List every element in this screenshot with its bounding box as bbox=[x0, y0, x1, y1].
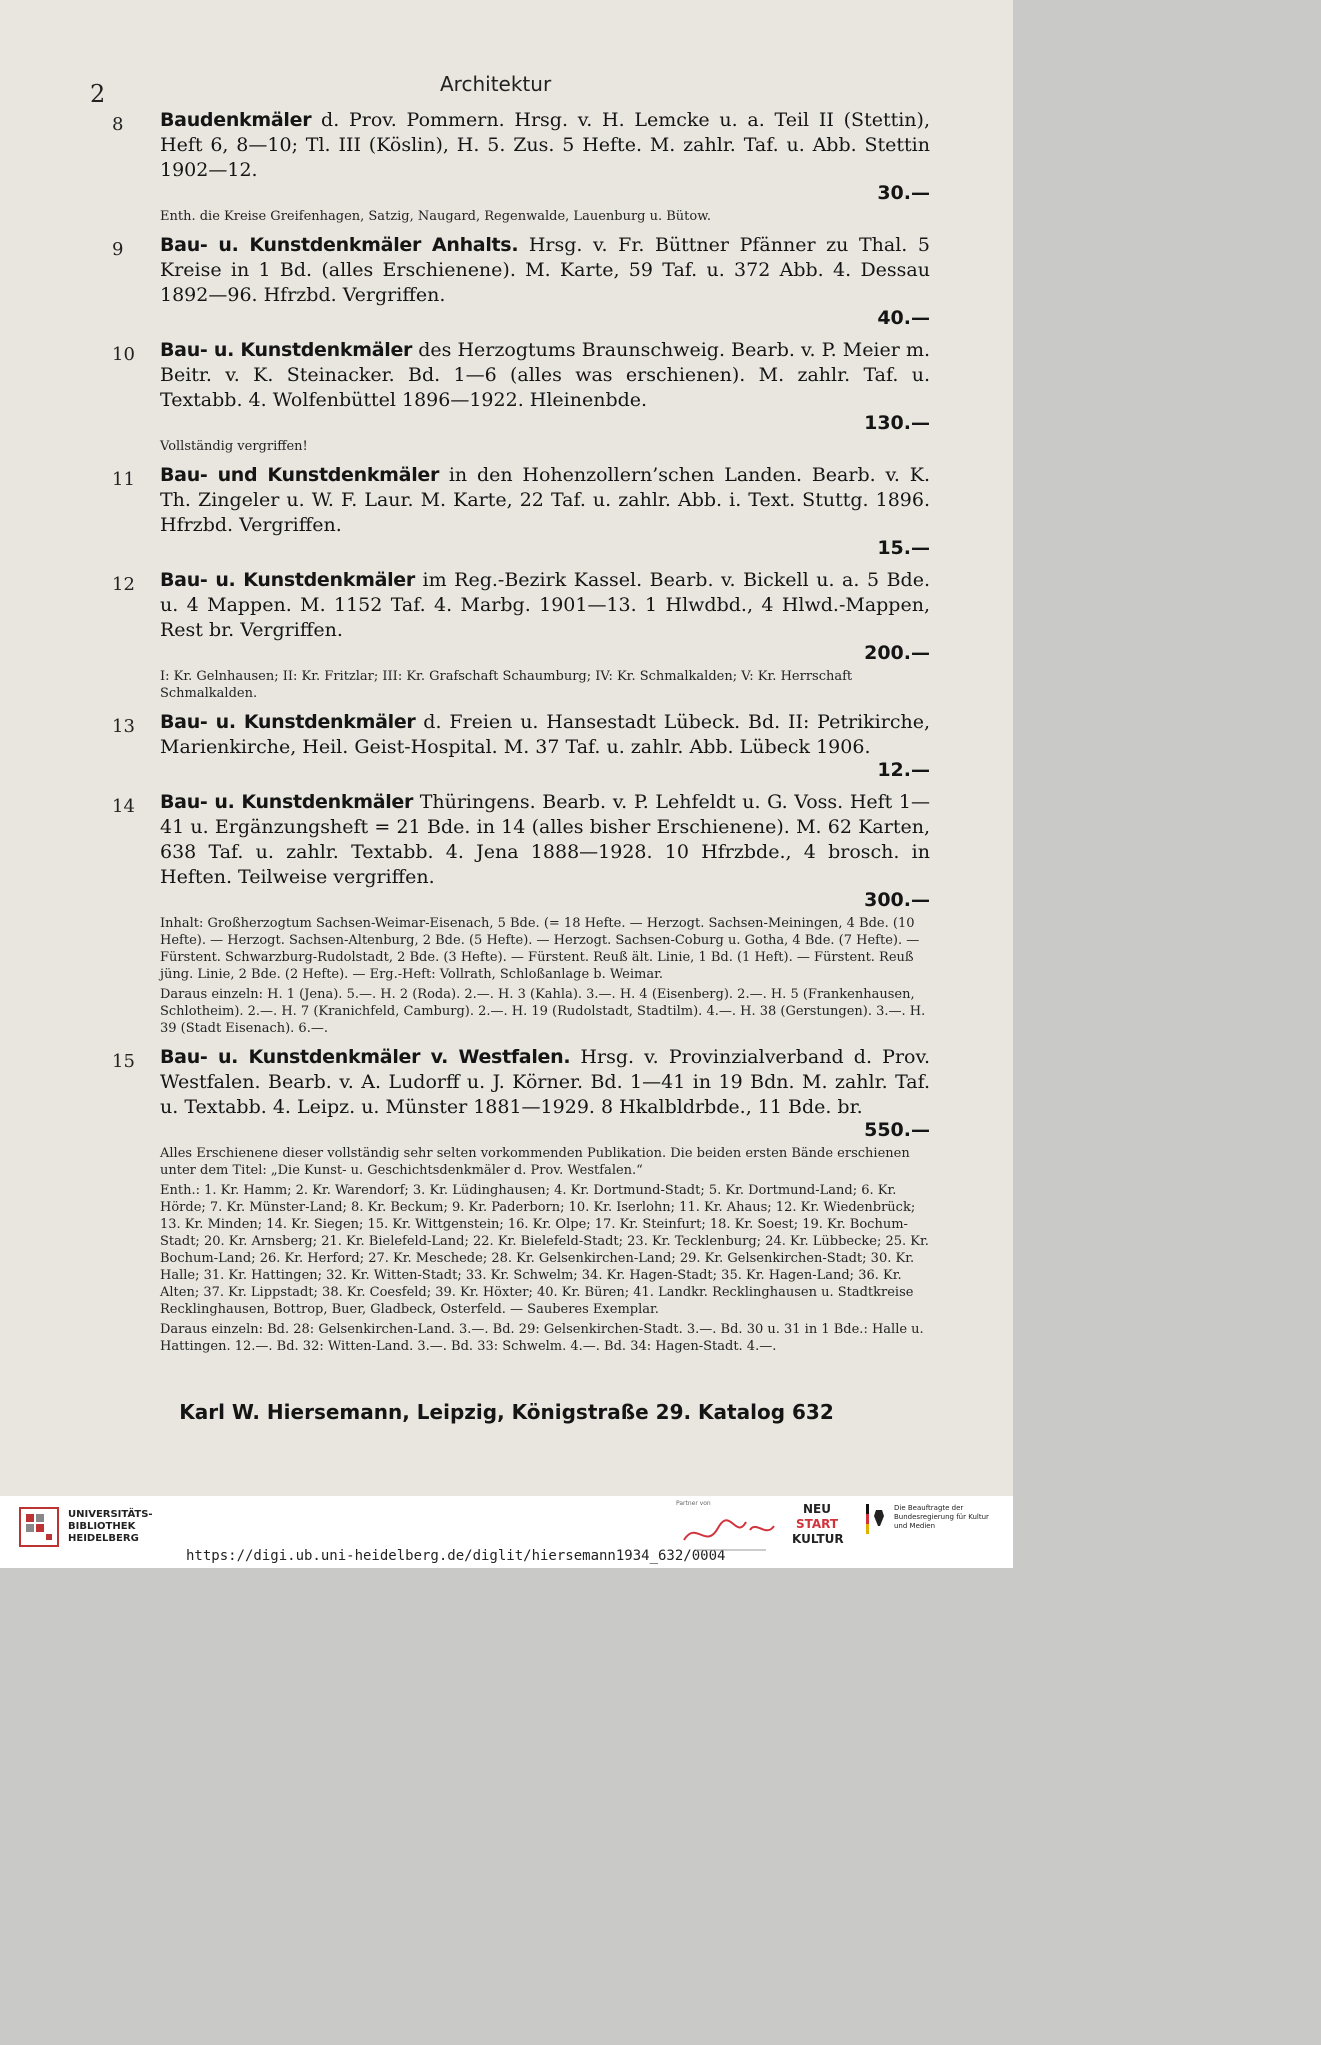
neustart-line: NEU bbox=[803, 1502, 831, 1516]
entry-main bbox=[160, 108, 930, 205]
entry-content bbox=[160, 463, 930, 560]
entry-main bbox=[160, 790, 930, 912]
entry-main bbox=[160, 1045, 930, 1142]
entry-heading: Baudenkmäler bbox=[160, 109, 312, 131]
entry-heading: Bau- und Kunstdenkmäler bbox=[160, 464, 440, 486]
entry-main bbox=[160, 338, 930, 435]
entry-number: 14 bbox=[112, 796, 135, 817]
entry-heading: Bau- u. Kunstdenkmäler v. Westfalen. bbox=[160, 1046, 571, 1068]
government-commissioner-text: Die Beauftragte der Bundesregierung für Kultur und Medien bbox=[894, 1504, 989, 1530]
entry-heading: Bau- u. Kunstdenkmäler bbox=[160, 791, 414, 813]
library-branding[interactable] bbox=[18, 1506, 153, 1548]
entry-content bbox=[160, 568, 930, 702]
entry-heading: Bau- u. Kunstdenkmäler bbox=[160, 569, 415, 591]
catalog-entry bbox=[112, 233, 930, 330]
entry-number: 11 bbox=[112, 469, 135, 490]
running-head: Architektur bbox=[440, 72, 552, 96]
entry-text: Thüringens. Bearb. v. P. Lehfeldt u. G. Voss. Heft 1—41 u. Ergänzungsheft = 21 Bde. in 14 (alles bisher Erschienene). M. 62 Karten, 638 Taf. u. zahlr. Textabb. 4. Jena 1888—1928. 10 Hfrzbde., 4 brosch. in Heften. Teilweise vergriffen. bbox=[160, 791, 930, 888]
entry-note: Alles Erschienene dieser vollständig sehr selten vorkommenden Publikation. Die beiden ersten Bände erschienen unter dem Titel: „Die Kunst- u. Geschichtsdenkmäler d. Prov. Westfalen.“ bbox=[160, 1146, 910, 1178]
entry-text: d. Freien u. Hansestadt Lübeck. Bd. II: Petrikirche, Marienkirche, Heil. Geist-Hospital. M. 37 Taf. u. zahlr. Abb. Lübeck 1906. bbox=[160, 711, 930, 758]
library-name-line: UNIVERSITÄTS- bbox=[68, 1509, 153, 1520]
entry-main bbox=[160, 463, 930, 560]
entry-price: 30.— bbox=[877, 182, 930, 204]
catalog-entry bbox=[112, 338, 930, 455]
entry-number: 8 bbox=[112, 114, 124, 135]
entry-note: Enth.: 1. Kr. Hamm; 2. Kr. Warendorf; 3. Kr. Lüdinghausen; 4. Kr. Dortmund-Stadt; 5. Kr. Dortmund-Land; 6. Kr. Hörde; 7. Kr. Münster-Land; 8. Kr. Beckum; 9. Kr. Paderborn; 10. Kr. Iserlohn; 11. Kr. Ahaus; 12. Kr. Wiedenbrück; 13. Kr. Minden; 14. Kr. Siegen; 15. Kr. Wittgenstein; 16. Kr. Olpe; 17. Kr. Steinfurt; 18. Kr. Soest; 19. Kr. Bochum-Stadt; 20. Kr. Arnsberg; 21. Kr. Bielefeld-Land; 22. Kr. Bielefeld-Stadt; 23. Kr. Tecklenburg; 24. Kr. Lübbecke; 25. Kr. Bochum-Land; 26. Kr. Herford; 27. Kr. Meschede; 28. Kr. Gelsenkirchen-Land; 29. Kr. Gelsenkirchen-Stadt; 30. Kr. Halle; 31. Kr. Hattingen; 32. Kr. Witten-Stadt; 33. Kr. Schwelm; 34. Kr. Hagen-Stadt; 35. Kr. Hagen-Land; 36. Kr. Alten; 37. Kr. Lippstadt; 38. Kr. Coesfeld; 39. Kr. Höxter; 40. Kr. Büren; 41. Landkr. Recklinghausen u. Stadtkreise Recklinghausen, Bottrop, Buer, Gladbeck, Osterfeld. — Sauberes Exemplar. bbox=[160, 1183, 929, 1317]
entry-note: I: Kr. Gelnhausen; II: Kr. Fritzlar; III: Kr. Grafschaft Schaumburg; IV: Kr. Schmalkalden; V: Kr. Herrschaft Schmalkalden. bbox=[160, 669, 853, 701]
partner-logo-icon bbox=[676, 1510, 786, 1554]
catalog-entry bbox=[112, 1045, 930, 1355]
partner-label: Partner von bbox=[676, 1500, 711, 1507]
entry-price: 550.— bbox=[864, 1119, 930, 1141]
entry-note: Vollständig vergriffen! bbox=[160, 439, 308, 454]
entry-content bbox=[160, 790, 930, 1037]
entry-price: 300.— bbox=[864, 889, 930, 911]
entry-note: Daraus einzeln: H. 1 (Jena). 5.—. H. 2 (Roda). 2.—. H. 3 (Kahla). 3.—. H. 4 (Eisenberg). 2.—. H. 5 (Frankenhausen, Schlotheim). 2.—. H. 7 (Kranichfeld, Camburg). 2.—. H. 19 (Rudolstadt, Stadtilm). 4.—. H. 38 (Gerstungen). 3.—. H. 39 (Stadt Eisenach). 6.—. bbox=[160, 987, 926, 1036]
entry-heading: Bau- u. Kunstdenkmäler bbox=[160, 711, 416, 733]
entry-note: Daraus einzeln: Bd. 28: Gelsenkirchen-Land. 3.—. Bd. 29: Gelsenkirchen-Stadt. 3.—. Bd. 30 u. 31 in 1 Bde.: Halle u. Hattingen. 12.—. Bd. 32: Witten-Land. 3.—. Bd. 33: Schwelm. 4.—. Bd. 34: Hagen-Stadt. 4.—. bbox=[160, 1322, 924, 1354]
digitization-banner bbox=[0, 1496, 1013, 1568]
catalog-entries bbox=[112, 108, 930, 1363]
entry-content bbox=[160, 338, 930, 455]
entry-price: 40.— bbox=[877, 307, 930, 329]
entry-note: Enth. die Kreise Greifenhagen, Satzig, Naugard, Regenwalde, Lauenburg u. Bütow. bbox=[160, 209, 711, 224]
entry-content bbox=[160, 108, 930, 225]
catalog-entry bbox=[112, 710, 930, 782]
entry-heading: Bau- u. Kunstdenkmäler bbox=[160, 339, 413, 361]
entry-content bbox=[160, 710, 930, 782]
eagle-icon bbox=[866, 1504, 888, 1534]
entry-number: 13 bbox=[112, 716, 135, 737]
library-name-line: BIBLIOTHEK bbox=[68, 1521, 136, 1532]
entry-content bbox=[160, 233, 930, 330]
entry-text: Hrsg. v. Provinzialverband d. Prov. Westfalen. Bearb. v. A. Ludorff u. J. Körner. Bd. 1—41 in 19 Bdn. M. zahlr. Taf. u. Textabb. 4. Leipz. u. Münster 1881—1929. 8 Hkalbldrbde., 11 Bde. br. bbox=[160, 1046, 930, 1118]
entry-text: des Herzogtums Braunschweig. Bearb. v. P. Meier m. Beitr. v. K. Steinacker. Bd. 1—6 (alles was erschienen). M. zahlr. Taf. u. Textabb. 4. Wolfenbüttel 1896—1922. Hleinenbde. bbox=[160, 339, 930, 411]
federal-government-logo bbox=[866, 1504, 994, 1534]
entry-price: 12.— bbox=[877, 759, 930, 781]
neustart-line: KULTUR bbox=[792, 1532, 844, 1546]
entry-number: 15 bbox=[112, 1051, 135, 1072]
entry-heading: Bau- u. Kunstdenkmäler Anhalts. bbox=[160, 234, 519, 256]
catalog-footer: Karl W. Hiersemann, Leipzig, Königstraße 29. Katalog 632 bbox=[179, 1400, 834, 1424]
library-name-line: HEIDELBERG bbox=[68, 1533, 139, 1544]
entry-text: Hrsg. v. Fr. Büttner Pfänner zu Thal. 5 Kreise in 1 Bd. (alles Erschienene). M. Karte, 59 Taf. u. 372 Abb. 4. Dessau 1892—96. Hfrzbd. Vergriffen. bbox=[160, 234, 931, 306]
entry-main bbox=[160, 710, 930, 782]
catalog-entry bbox=[112, 790, 930, 1037]
entry-price: 200.— bbox=[864, 642, 930, 664]
university-library-logo-icon bbox=[18, 1506, 60, 1548]
entry-number: 12 bbox=[112, 574, 135, 595]
entry-number: 10 bbox=[112, 344, 135, 365]
catalog-entry bbox=[112, 108, 930, 225]
entry-content bbox=[160, 1045, 930, 1355]
entry-main bbox=[160, 233, 930, 330]
neustart-line: START bbox=[795, 1517, 839, 1531]
entry-number: 9 bbox=[112, 239, 124, 260]
entry-note: Inhalt: Großherzogtum Sachsen-Weimar-Eisenach, 5 Bde. (= 18 Hefte. — Herzogt. Sachsen-Meiningen, 4 Bde. (10 Hefte). — Herzogt. Sachsen-Altenburg, 2 Bde. (5 Hefte). — Herzogt. Sachsen-Coburg u. Gotha, 4 Bde. (7 Hefte). — Fürstent. Schwarzburg-Rudolstadt, 2 Bde. (3 Hefte). — Fürstent. Reuß ält. Linie, 1 Bd. (1 Heft). — Fürstent. Reuß jüng. Linie, 2 Bde. (2 Hefte). — Erg.-Heft: Vollrath, Schloßanlage b. Weimar. bbox=[160, 916, 920, 982]
entry-main bbox=[160, 568, 930, 665]
entry-price: 130.— bbox=[864, 412, 930, 434]
entry-text: im Reg.-Bezirk Kassel. Bearb. v. Bickell u. a. 5 Bde. u. 4 Mappen. M. 1152 Taf. 4. Marbg. 1901—13. 1 Hlwdbd., 4 Hlwd.-Mappen, Rest br. Vergriffen. bbox=[160, 569, 930, 641]
page-number: 2 bbox=[90, 80, 106, 108]
entry-text: in den Hohenzollern’schen Landen. Bearb. v. K. Th. Zingeler u. W. F. Laur. M. Karte, 22 Taf. u. zahlr. Abb. i. Text. Stuttg. 1896. Hfrzbd. Vergriffen. bbox=[160, 464, 930, 536]
permalink-url[interactable]: https://digi.ub.uni-heidelberg.de/diglit/hiersemann1934_632/0004 bbox=[186, 1548, 726, 1564]
entry-text: d. Prov. Pommern. Hrsg. v. H. Lemcke u. a. Teil II (Stettin), Heft 6, 8—10; Tl. III (Köslin), H. 5. Zus. 5 Hefte. M. zahlr. Taf. u. Abb. Stettin 1902—12. bbox=[160, 109, 930, 181]
catalog-entry bbox=[112, 463, 930, 560]
neustart-kultur-logo bbox=[792, 1502, 842, 1550]
entry-price: 15.— bbox=[877, 537, 930, 559]
library-name bbox=[68, 1509, 153, 1545]
catalog-entry bbox=[112, 568, 930, 702]
